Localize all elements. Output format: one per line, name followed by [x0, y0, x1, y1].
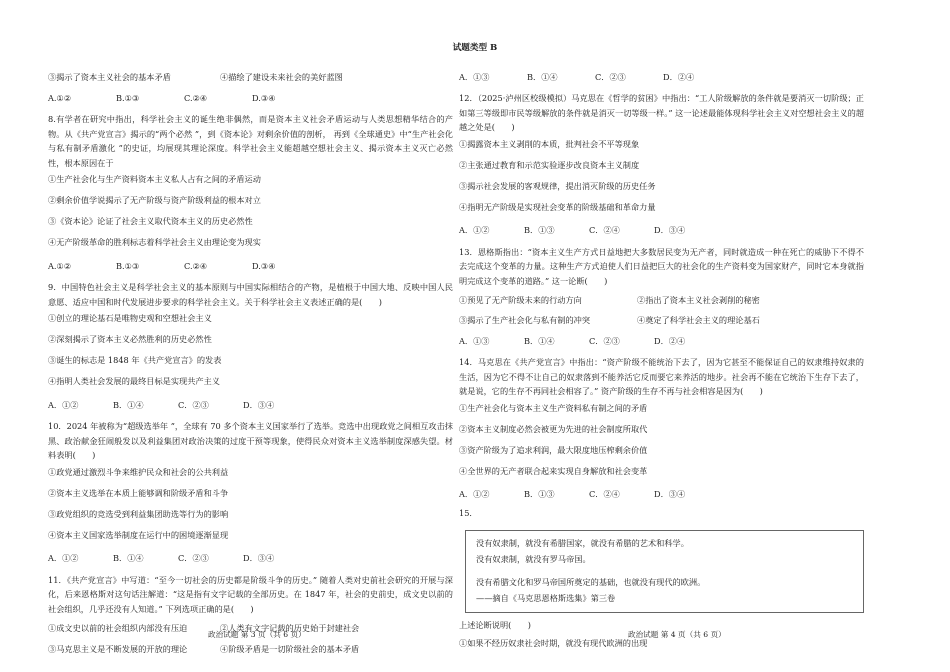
choice: B．①④ — [113, 553, 144, 564]
option: ①生产社会化与生产资料资本主义私人占有之间的矛盾运动 — [48, 174, 261, 184]
choice: C．②③ — [595, 71, 626, 82]
question-13 — [459, 245, 864, 349]
option: ②剩余价值学说揭示了无产阶级与资产阶级利益的根本对立 — [48, 195, 261, 205]
choice-row — [459, 70, 864, 84]
option: ①如果不经历奴隶社会时期，就没有现代欧洲的出现 — [459, 637, 648, 648]
choice: A．①③ — [459, 71, 490, 82]
question-8 — [48, 112, 453, 273]
question-9 — [48, 280, 453, 412]
page-header: 试题类型 B — [452, 43, 498, 53]
option: ③资产阶级为了追求利润，最大限度地压榨剩余价值 — [459, 444, 648, 455]
question-10 — [48, 419, 453, 566]
quote-source: ——摘自《马克思恩格斯选集》第三卷 — [476, 592, 616, 603]
choice: D．②④ — [654, 335, 686, 346]
question-stem: 10．2024 年被称为“超级选举年 ”，全球有 70 多个资本主义国家举行了选举。竞选中出现政党之间相互攻击抹黑、政治献金狂闹般发以及利益集团对政治决策的过度干预等现象，使得民众对资本主义选举制度深感失望。材料表明( ) — [48, 421, 453, 460]
option: ②资本主义制度必然会被更为先进的社会制度所取代 — [459, 423, 648, 434]
page-footer-right: 政治试题 第 4 页（共 6 页） — [628, 630, 726, 639]
question-14 — [459, 355, 864, 502]
choice-row — [48, 259, 453, 273]
choice: D．②④ — [663, 71, 695, 82]
choice: C．②④ — [589, 225, 620, 236]
question-stem: 14．马克思在《共产党宣言》中指出：“资产阶级不能统治下去了，因为它甚至不能保证自己的奴隶维持奴隶的生活，因为它不得不让自己的奴隶落到不能养活它反而要它来养活的地步。社会再不能在它统治下生存下去了，就是说，它的生存不再同社会相容了。” 资产阶级的生存不再与社会相容是因为( ) — [459, 357, 864, 396]
choice: C.②④ — [184, 92, 208, 103]
option: ④指明无产阶级是实现社会变革的阶级基础和革命力量 — [459, 201, 656, 212]
option: ①生产社会化与资本主义生产资料私有制之间的矛盾 — [459, 402, 648, 413]
choice: C．②③ — [589, 335, 620, 346]
choice: B．①③ — [524, 489, 555, 500]
option: ②深刻揭示了资本主义必然胜利的历史必然性 — [48, 334, 212, 344]
option-row — [48, 70, 453, 84]
choice: A．①② — [459, 489, 490, 500]
choice-row — [48, 552, 453, 566]
choice: A.①② — [48, 260, 72, 271]
question-12 — [459, 91, 864, 238]
choice: D．③④ — [243, 399, 275, 410]
quote-line: 没有奴隶制，就没有罗马帝国。 — [476, 553, 591, 564]
question-stem: 12．（2025·泸州区校级模拟）马克思在《哲学的贫困》中指出：“工人阶级解放的条件就是要消灭一切阶级；正如第三等级即市民等级解放的条件就是消灭一切等级一样。” 这一论述最能体现科学社会主义对空想社会主义的超越之处是( ) — [459, 93, 864, 132]
choice: D．③④ — [243, 553, 275, 564]
choice: D．③④ — [654, 225, 686, 236]
choice-row — [459, 488, 864, 502]
option: ①政党通过激烈斗争来维护民众和社会的公共利益 — [48, 466, 229, 477]
left-column — [48, 67, 453, 663]
question-number: 15． — [459, 507, 478, 518]
choice-row — [459, 334, 864, 348]
choice: B.①③ — [116, 92, 140, 103]
option: ③《资本论》论证了社会主义取代资本主义的历史必然性 — [48, 216, 253, 226]
choice: D．③④ — [654, 489, 686, 500]
option: ④无产阶级革命的胜利标志着科学社会主义由理论变为现实 — [48, 237, 261, 247]
option-row — [48, 642, 453, 656]
choice: B．①④ — [527, 71, 558, 82]
choice: B．①④ — [524, 335, 555, 346]
option: ④指明人类社会发展的最终目标是实现共产主义 — [48, 376, 220, 386]
option: ③政党组织的竞选受到利益集团助选等行为的影响 — [48, 508, 229, 519]
choice: B．①③ — [524, 225, 555, 236]
question-stem: 上述论断说明( ) — [459, 619, 531, 630]
option: ②资本主义选举在本质上能够调和阶级矛盾和斗争 — [48, 487, 229, 498]
choice: A.①② — [48, 92, 72, 103]
option: ①创立的理论基石是唯物史观和空想社会主义 — [48, 313, 212, 323]
choice: D.③④ — [252, 260, 276, 271]
quote-line: 没有希腊文化和罗马帝国所奠定的基础，也就没有现代的欧洲。 — [476, 576, 706, 587]
option: ④资本主义国家选举制度在运行中的困境逐渐显现 — [48, 529, 229, 540]
choice: A．①② — [48, 553, 79, 564]
choice: C．②④ — [589, 489, 620, 500]
choice: D.③④ — [252, 92, 276, 103]
choice-row — [459, 224, 864, 238]
choice-row — [48, 91, 453, 105]
choice: B.①③ — [116, 260, 140, 271]
question-stem: 11．《共产党宣言》中写道：“至今一切社会的历史都是阶级斗争的历史。” 随着人类对史前社会研究的开展与深化，后来恩格斯对这句话注解道：“这是指有文字记载的全部历史。在 1847 年，社会的史前史，成文史以前的社会组织，几乎还没有人知道。” 下列选项正确的是( ) — [48, 574, 453, 614]
question-stem: 8.有学者在研究中指出，科学社会主义的诞生绝非偶然，而是资本主义社会矛盾运动与人类思想精华结合的产物。从《共产党宣言》揭示的“两个必然 ”，到《资本论》对剩余价值的剖析， 再到《全球通史》中“生产社会化与私有制矛盾激化 ”的史证，均展现其理论深度。科学社会主义能超越空想社会主义、揭示资本主义灭亡必然性，根本原因在于 — [48, 114, 453, 168]
quote-box — [465, 530, 864, 613]
option: ①成文史以前的社会组织内部没有压迫 — [48, 622, 188, 633]
choice: A．①② — [48, 399, 79, 410]
page-footer-left: 政治试题 第 3 页（共 6 页） — [208, 630, 306, 639]
choice-row — [48, 398, 453, 412]
option: ②指出了资本主义社会剥削的秘密 — [637, 294, 760, 305]
choice: C．②③ — [178, 399, 209, 410]
option-row — [459, 293, 864, 307]
option: ②人类有文字记载的历史始于封建社会 — [220, 622, 360, 633]
option: ④奠定了科学社会主义的理论基石 — [637, 314, 760, 325]
choice: A．①② — [459, 225, 490, 236]
choice: B．①④ — [113, 399, 144, 410]
option: ③揭示了资本主义社会的基本矛盾 — [48, 71, 171, 82]
option: ①预见了无产阶级未来的行动方向 — [459, 294, 582, 305]
right-column — [459, 67, 864, 660]
option: ④描绘了建设未来社会的美好蓝图 — [220, 71, 343, 82]
quote-line: 没有奴隶制，就没有希腊国家，就没有希腊的艺术和科学。 — [476, 537, 689, 548]
option: ④阶级矛盾是一切阶级社会的基本矛盾 — [220, 643, 360, 654]
option: ②主张通过教育和示范实验逐步改良资本主义制度 — [459, 159, 640, 170]
option: ④全世界的无产者联合起来实现自身解放和社会变革 — [459, 465, 648, 476]
option-row — [459, 313, 864, 327]
option: ①揭露资本主义剥削的本质，批判社会不平等现象 — [459, 138, 640, 149]
option: ③马克思主义是不断发展的开放的理论 — [48, 643, 188, 654]
choice: C．②③ — [178, 553, 209, 564]
question-stem: 9．中国特色社会主义是科学社会主义的基本原则与中国实际相结合的产物，是植根于中国大地、反映中国人民意愿、适应中国和时代发展进步要求的科学社会主义。关于科学社会主义表述正确的是( ) — [48, 282, 453, 307]
choice: C.②④ — [184, 260, 208, 271]
option: ③揭示社会发展的客观规律，提出消灭阶级的历史任务 — [459, 180, 656, 191]
choice: A．①③ — [459, 335, 490, 346]
question-11 — [48, 573, 453, 657]
option: ③诞生的标志是 1848 年《共产党宣言》的发表 — [48, 355, 222, 365]
question-stem: 13．恩格斯指出：“资本主义生产方式日益地把大多数居民变为无产者，同时就造成一种在死亡的威胁下不得不去完成这个变革的力量。这种生产方式迫使人们日益把巨大的社会化的生产资料变为国家财产，同时它本身就指明完成这个变革的道路。” 这一论断( ) — [459, 246, 864, 286]
option: ③揭示了生产社会化与私有制的冲突 — [459, 314, 591, 325]
